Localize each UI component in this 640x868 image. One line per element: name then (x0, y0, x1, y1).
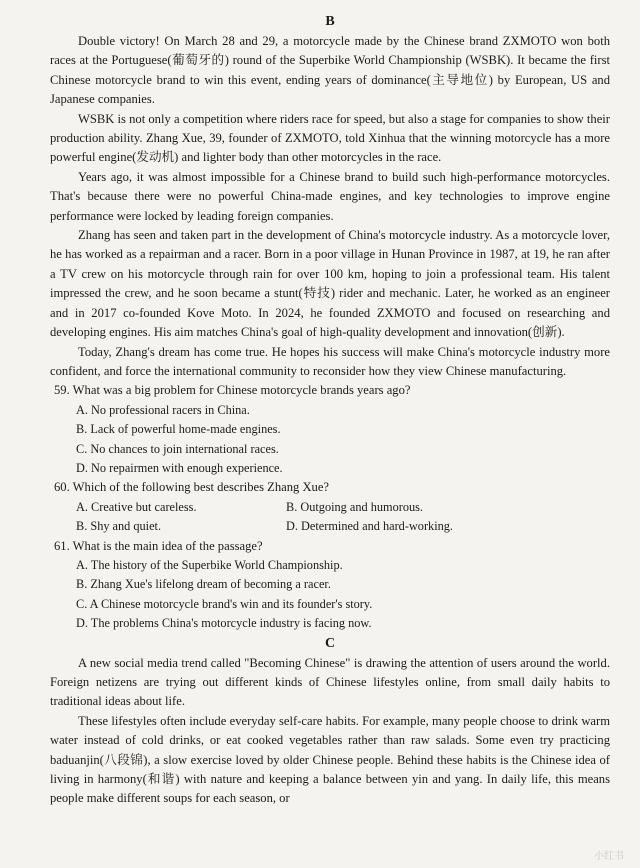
question-number: 59. (54, 383, 70, 398)
section-b-heading: B (325, 14, 335, 29)
question-text: What was a big problem for Chinese motorcycle brands years ago? (72, 383, 411, 398)
question-59 (50, 381, 610, 478)
question-61 (50, 537, 610, 634)
question-text: What is the main idea of the passage? (72, 538, 263, 553)
question-stem (50, 537, 610, 556)
watermark: 小红书 (594, 851, 624, 862)
answer-option: B. Zhang Xue's lifelong dream of becoming a racer. (76, 577, 331, 592)
answer-option: B. Outgoing and humorous. (286, 499, 423, 514)
question-number: 61. (54, 538, 70, 553)
section-b-passage (50, 32, 610, 381)
answer-option: B. Shy and quiet. (76, 519, 162, 534)
answer-option: C. No chances to join international races. (76, 441, 279, 456)
passage-paragraph: Double victory! On March 28 and 29, a motorcycle made by the Chinese brand ZXMOTO won both races at the Portuguese(葡萄牙的) round of the Superbike World Championship (WSBK). It became the first Chinese motorcycle brand to win this event, ending years of dominance(主导地位) by European, US and Japanese companies. (50, 34, 610, 107)
question-60 (50, 478, 610, 536)
answer-option: D. No repairmen with enough experience. (76, 460, 283, 475)
passage-paragraph: A new social media trend called "Becoming Chinese" is drawing the attention of users around the world. Foreign netizens are trying out different kinds of Chinese lifestyles online, from small daily habits to traditional ideas about life. (50, 655, 610, 709)
answer-options-grid (50, 498, 610, 537)
passage-paragraph: Today, Zhang's dream has come true. He hopes his success will make China's motorcycle industry more confident, and force the international community to reconsider how they view Chinese manufacturing. (50, 344, 610, 378)
answer-option: B. Lack of powerful home-made engines. (76, 422, 281, 437)
question-stem (50, 381, 610, 400)
passage-paragraph: Zhang has seen and taken part in the development of China's motorcycle industry. As a motorcycle lover, he has worked as a repairman and a racer. Born in a poor village in Hunan Province in 1987, at 19, he ran after a TV crew on his motorcycle through rain for over 100 km, hoping to join a professional team. His talent impressed the crew, and he soon became a stunt(特技) rider and mechanic. Later, he worked as an engineer and in 2017 co-founded Kove Moto. In 2024, he founded ZXMOTO and focused on researching and developing engines. His aim matches China's goal of high-quality development and innovation(创新). (50, 228, 610, 340)
section-c-heading: C (324, 635, 336, 651)
passage-paragraph: WSBK is not only a competition where riders race for speed, but also a stage for companies to show their production ability. Zhang Xue, 39, founder of ZXMOTO, told Xinhua that the winning motorcycle has a more powerful engine(发动机) and lighter body than other motorcycles in the race. (50, 111, 610, 165)
answer-option: A. The history of the Superbike World Championship. (76, 557, 343, 572)
question-stem (50, 478, 610, 497)
answer-option: C. A Chinese motorcycle brand's win and its founder's story. (76, 596, 373, 611)
answer-option: A. No professional racers in China. (76, 402, 250, 417)
section-c-passage (50, 654, 610, 809)
answer-option: D. The problems China's motorcycle industry is facing now. (76, 616, 372, 631)
question-text: Which of the following best describes Zhang Xue? (72, 480, 330, 495)
answer-option: D. Determined and hard-working. (286, 519, 453, 534)
question-number: 60. (54, 480, 70, 495)
passage-paragraph: Years ago, it was almost impossible for a Chinese brand to build such high-performance motorcycles. That's because there were no powerful China-made engines, and key technologies to improve engine performance were locked by leading foreign companies. (50, 169, 610, 223)
passage-paragraph: These lifestyles often include everyday self-care habits. For example, many people choose to drink warm water instead of cold drinks, or eat cooked vegetables rather than raw salads. Some even try practicing baduanjin(八段锦), a slow exercise loved by older Chinese people. Behind these habits is the Chinese idea of living in harmony(和谐) with nature and keeping a balance between yin and yang. In daily life, this means people make different soups for each season, or (50, 713, 610, 806)
answer-option: A. Creative but careless. (76, 499, 197, 514)
